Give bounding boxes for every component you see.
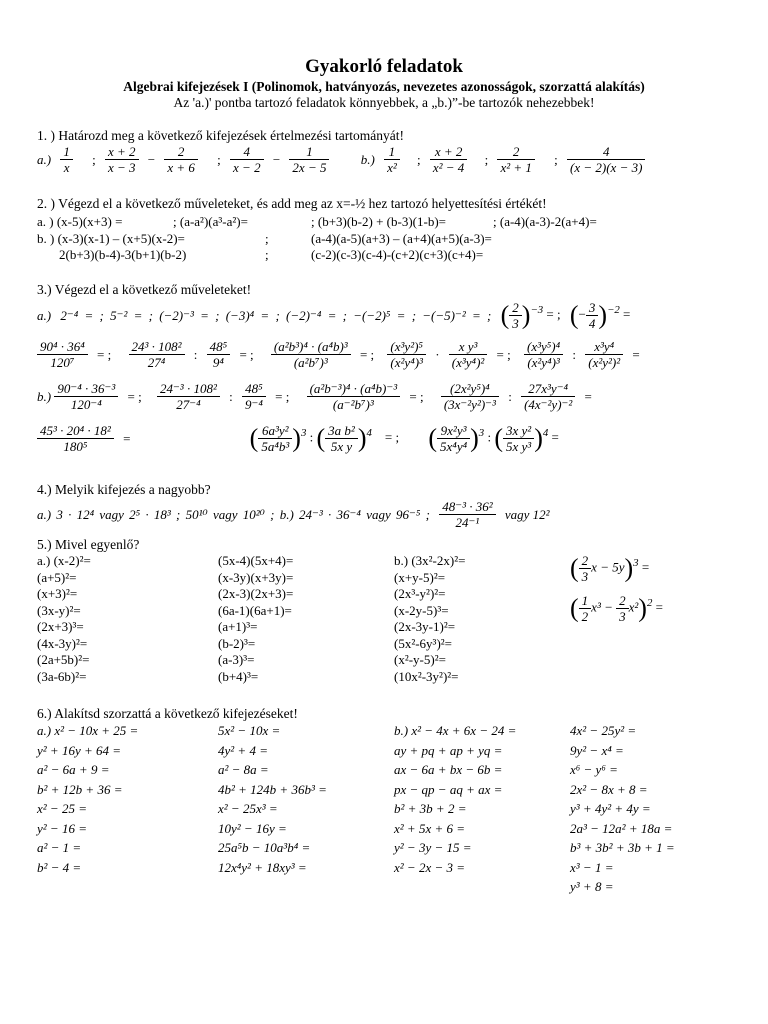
q5-item: (2a+5b)²= [37, 652, 90, 667]
q1-a1-fraction: $\frac{1}{x}$ [60, 144, 73, 175]
q5-item: (x²-y-5)²= [394, 652, 446, 667]
separator: ; [92, 151, 96, 167]
q6-item: a² − 1 = [37, 840, 82, 855]
q1-b-label: b.) [360, 151, 375, 167]
difficulty-note: Az 'a.)' pontba tartozó feladatok könnyebbek, a „b.)”-be tartozók nehezebbek! [173, 95, 595, 110]
q5-item: (x+y-5)²= [394, 569, 446, 585]
q2-r3c1: 2(b+3)(b-4)-3(b+1)(b-2) [59, 247, 187, 262]
q1-expressions [37, 144, 651, 175]
q3-r3c-tail: = ; [409, 388, 424, 404]
q3-powers: 2⁻⁴ = ; 5⁻² = ; (−2)⁻³ = ; (−3)⁴ = ; (−2)⁻⁴ = ; −(−2)⁵ = ; −(−5)⁻² = ; [60, 307, 492, 323]
q1-a2-fraction-1: $\frac{x + 2}{x - 3}$ [105, 144, 139, 175]
q3-b-label: b.) [37, 388, 52, 404]
q5-item: (a+1)³= [218, 619, 258, 634]
q5-heading: 5.) Mivel egyenlő? [37, 537, 140, 552]
q5-col2 [218, 553, 293, 685]
q6-item: x² − 25 = [37, 801, 87, 816]
q6-item: a.) x² − 10x + 25 = [37, 723, 139, 738]
q3-r2e-2: $\frac{\text{x³y⁴}}{\text{(x²y²)²}}$ [585, 339, 623, 370]
q3-line1 [37, 300, 636, 331]
q3-r2c: $\frac{\text{(a²b³)⁴ · (a⁴b)³}}{\text{(a²b⁷)³}}$ [271, 339, 351, 370]
q4-line [37, 499, 556, 530]
q3-r4c: ( $\frac{\text{9x²y³}}{\text{5x⁴y⁴}}$ )$^3$ : ( $\frac{\text{3x y²}}{\text{5x y³}}$ )$^4$ = [428, 423, 559, 454]
q5-item: (5x²-6y³)²= [394, 635, 453, 651]
q6-item: b³ + 3b² + 3b + 1 = [570, 840, 675, 855]
q3-r2d-2: $\frac{\text{x y³}}{\text{(x³y⁴)²}}$ [449, 339, 488, 370]
q6-item: x³ − 1 = [570, 859, 614, 875]
q6-item: 10y² − 16y = [218, 820, 287, 836]
page-title: Gyakorló feladatok [305, 56, 463, 77]
q3-r2b-tail: = ; [239, 346, 254, 362]
q5-item: (3a-6b)²= [37, 668, 87, 684]
q3-r2e-1: $\frac{\text{(x³y⁵)⁴}}{\text{(x²y⁴)³}}$ [524, 339, 563, 370]
q6-item: 2a³ − 12a² + 18a = [570, 820, 673, 836]
q3-line4 [37, 423, 565, 454]
q1-b4-fraction: $\frac{4}{(x - 2)(x - 3)}$ [567, 144, 645, 175]
q6-item: b² − 4 = [37, 859, 82, 875]
q2-r3c3: (c-2)(c-3)(c-4)-(c+2)(c+3)(c+4)= [311, 247, 484, 262]
q6-item: y² − 16 = [37, 820, 87, 836]
q5-item: (3x-y)²= [37, 602, 81, 618]
q6-item: x² − 25x³ = [218, 801, 278, 816]
q6-item: ax − 6a + bx − 6b = [394, 762, 503, 777]
q3-line2: $\frac{\text{90⁴ · 36⁴}}{\text{120⁷}}$ = ; $\frac{\text{24³ · 108²}}{\text{27⁴}}$ : $\frac{\text{48⁵}}{\text{9⁴}}$ = ; $\frac{\text{(a²b³)⁴ · (a⁴b)³}}{\text{(a²b⁷)³}}$ = ; $\frac{\text{(x³y²)⁵}}{\text{(x²y⁴)³}}$ · $\frac{\text{x y³}}{\text{(x³y⁴)²}}$ = ; $\frac{\text{(x³y⁵)⁴}}{\text{(x²y⁴)³}}$ : $\frac{\text{x³y⁴}}{\text{(x²y²)²}}$ = [37, 339, 646, 370]
q6-item: b.) x² − 4x + 6x − 24 = [394, 723, 517, 738]
q5-item: (4x-3y)²= [37, 635, 88, 651]
q6-heading: 6.) Alakítsd szorzattá a következő kifejezéseket! [37, 706, 298, 721]
q4-heading: 4.) Melyik kifejezés a nagyobb? [37, 482, 211, 497]
q5-item: (6a-1)(6a+1)= [218, 602, 292, 618]
q3-r3c: $\frac{\text{(a²b⁻³)⁴ · (a⁴b)⁻³}}{\text{(a⁻²b⁷)³}}$ [307, 381, 401, 412]
q5-item: (x-2y-5)³= [394, 602, 449, 618]
q2-r2c1: b. ) (x-3)(x-1) – (x+5)(x-2)= [37, 231, 185, 246]
page-subtitle: Algebrai kifejezések I (Polinomok, hatványozás, nevezetes azonosságok, szorzattá alakítás) [123, 79, 645, 94]
q1-a-label: a.) [37, 151, 52, 167]
q5-item: (2x-3y-1)²= [394, 619, 456, 634]
q6-item: b² + 3b + 2 = [394, 801, 467, 816]
q6-item: px − qp − aq + ax = [394, 781, 503, 797]
separator: ; [484, 151, 489, 167]
q6-item: 4y² + 4 = [218, 742, 268, 758]
q5-item: (2x+3)³= [37, 619, 84, 634]
q6-item: y³ + 4y² + 4y = [570, 801, 651, 816]
q3-r2e-tail: = [632, 346, 640, 362]
q6-item: 4b² + 124b + 36b³ = [218, 781, 327, 797]
q5-item: a.) (x-2)²= [37, 553, 91, 568]
q3-r4a-tail: = [123, 430, 131, 446]
q6-item: 12x⁴y² + 18xy³ = [218, 859, 307, 875]
q5-item: (a-3)³= [218, 652, 255, 667]
q5-item: (b-2)³= [218, 635, 256, 651]
minus-sign: − [147, 151, 156, 167]
q3-r3b-1: $\frac{\text{24⁻³ · 108²}}{\text{27⁻⁴}}$ [157, 381, 220, 412]
q6-item: y² + 16y + 64 = [37, 742, 122, 758]
q6-col1 [37, 721, 138, 877]
q6-item: b² + 12b + 36 = [37, 781, 123, 797]
minus-sign: − [272, 151, 281, 167]
q3-r2c-tail: = ; [359, 346, 375, 362]
q2-r1c4: ; (a-4)(a-3)-2(a+4)= [493, 214, 597, 229]
q3-heading: 3.) Végezd el a következő műveleteket! [37, 282, 252, 297]
q5-item: (5x-4)(5x+4)= [218, 553, 294, 568]
q3-r4a: $\frac{\text{45³ · 20⁴ · 18²}}{\text{180⁵}}$ [37, 423, 114, 454]
q5-col1 [37, 553, 91, 685]
q5-frac-1: ( $\frac{2}{3}$ x − 5y)$^3$ = [570, 553, 650, 584]
q3-r3d-1: $\frac{\text{(2x²y⁵)⁴}}{\text{(3x⁻²y²)⁻³}}$ [441, 381, 499, 412]
q6-item: x² − 2x − 3 = [394, 859, 466, 875]
q4-b-tail: vagy 12² [504, 506, 550, 522]
q3-r3a-tail: = ; [127, 388, 142, 404]
q1-heading: 1. ) Határozd meg a következő kifejezések értelmezési tartományát! [37, 128, 404, 143]
q6-item: a² − 6a + 9 = [37, 762, 110, 777]
q4-b-fraction: $\frac{\text{48⁻³ · 36²}}{\text{24⁻¹}}$ [439, 499, 495, 530]
q6-col3 [394, 721, 516, 877]
q3-line3: b.) $\frac{\text{90⁻⁴ · 36⁻³}}{\text{120⁻⁴}}$ = ; $\frac{\text{24⁻³ · 108²}}{\text{27⁻⁴}}$ : $\frac{\text{48⁵}}{\text{9⁻⁴}}$ = ; $\frac{\text{(a²b⁻³)⁴ · (a⁴b)⁻³}}{\text{(a⁻²b⁷)³}}$ = ; $\frac{\text{(2x²y⁵)⁴}}{\text{(3x⁻²y²)⁻³}}$ : $\frac{\text{27x³y⁻⁴}}{\text{(4x⁻²y)⁻²}}$ = [37, 381, 592, 412]
q3-r2a: $\frac{\text{90⁴ · 36⁴}}{\text{120⁷}}$ [37, 339, 88, 370]
q6-item: y³ + 8 = [570, 879, 614, 894]
separator: ; [416, 151, 421, 167]
q6-item: 9y² − x⁴ = [570, 742, 624, 758]
q3-r2b-2: $\frac{\text{48⁵}}{\text{9⁴}}$ [207, 339, 231, 370]
q5-item: b.) (3x²-2x)²= [394, 553, 466, 568]
q5-frac-2: ( $\frac{1}{2}$ x³ − $\frac{2}{3}$ x²)$^2$ = [570, 593, 663, 624]
q6-item: 5x² − 10x = [218, 723, 281, 738]
q5-col3 [394, 553, 465, 685]
q3-frac-3-4: (− $\frac{3}{4}$ )$^{-2}$ = [569, 300, 631, 331]
q3-frac-2-3: ( $\frac{2}{3}$ )$^{-3}$ = ; [500, 300, 561, 331]
q2-r1c2: ; (a-a²)(a³-a²)= [173, 214, 248, 229]
q2-r2c3: (a-4)(a-5)(a+3) – (a+4)(a+5)(a-3)= [311, 231, 492, 246]
q3-r3d-tail: = [584, 388, 592, 404]
q5-item: (x+3)²= [37, 586, 78, 601]
q5-item: (10x²-3y²)²= [394, 668, 459, 684]
q3-r2d-tail: = ; [496, 346, 511, 362]
q3-r3d-2: $\frac{\text{27x³y⁻⁴}}{\text{(4x⁻²y)⁻²}}$ [521, 381, 575, 412]
q1-a2-fraction-2: $\frac{2}{x + 6}$ [164, 144, 198, 175]
q3-r3b-tail: = ; [275, 388, 290, 404]
q1-a3-fraction-1: $\frac{4}{x - 2}$ [230, 144, 264, 175]
q5-item: (2x³-y²)²= [394, 586, 446, 601]
q6-item: 2x² − 8x + 8 = [570, 781, 648, 797]
q6-item: y² − 3y − 15 = [394, 840, 472, 855]
q6-col2 [218, 721, 327, 877]
separator: ; [217, 151, 221, 167]
q1-b3-fraction: $\frac{2}{\text{x² + 1}}$ [497, 144, 534, 175]
q4-a: a.) 3 · 12⁴ vagy 2⁵ · 18³ ; 50¹⁰ vagy 10²⁰ ; b.) 24⁻³ · 36⁻⁴ vagy 96⁻⁵ ; [37, 506, 430, 522]
q6-item: x⁶ − y⁶ = [570, 762, 618, 777]
q5-item: (a+5)²= [37, 569, 77, 585]
q5-item: (x-3y)(x+3y)= [218, 569, 294, 585]
q3-r2b-1: $\frac{\text{24³ · 108²}}{\text{27⁴}}$ [129, 339, 185, 370]
q3-r4b: ( $\frac{\text{6a³y²}}{\text{5a⁴b³}}$ )$^3$ : ( $\frac{\text{3a b²}}{\text{5x y}}$ )$^4$ = ; [249, 423, 400, 454]
q1-b1-fraction: $\frac{1}{\text{x²}}$ [384, 144, 400, 175]
q2-r2c2: ; [265, 231, 269, 246]
q3-r2d-1: $\frac{\text{(x³y²)⁵}}{\text{(x²y⁴)³}}$ [387, 339, 426, 370]
q2-heading: 2. ) Végezd el a következő műveleteket, és add meg az x=-½ hez tartozó helyettesítési értékét! [37, 196, 547, 211]
q2-r1c3: ; (b+3)(b-2) + (b-3)(1-b)= [311, 214, 446, 229]
q3-a-label: a.) [37, 307, 52, 323]
q6-item: 4x² − 25y² = [570, 723, 637, 738]
q3-r3a: $\frac{\text{90⁻⁴ · 36⁻³}}{\text{120⁻⁴}}$ [54, 381, 118, 412]
q3-r3b-2: $\frac{\text{48⁵}}{\text{9⁻⁴}}$ [242, 381, 266, 412]
q6-item: ay + pq + ap + yq = [394, 742, 503, 758]
q5-item: (2x-3)(2x+3)= [218, 586, 294, 601]
q6-item: a² − 8a = [218, 762, 269, 777]
q6-col4 [570, 721, 675, 897]
q1-a3-fraction-2: $\frac{1}{2x - 5}$ [289, 144, 329, 175]
q5-item: (b+4)³= [218, 668, 259, 684]
q2-r1c1: a. ) (x-5)(x+3) = [37, 214, 123, 229]
q6-item: 25a⁵b − 10a³b⁴ = [218, 840, 311, 855]
q1-b2-fraction: $\frac{x + 2}{\text{x² − 4}}$ [430, 144, 467, 175]
q2-r3c2: ; [265, 247, 269, 262]
q6-item: x² + 5x + 6 = [394, 820, 466, 836]
q3-r2a-tail: = ; [97, 346, 112, 362]
separator: ; [554, 151, 558, 167]
